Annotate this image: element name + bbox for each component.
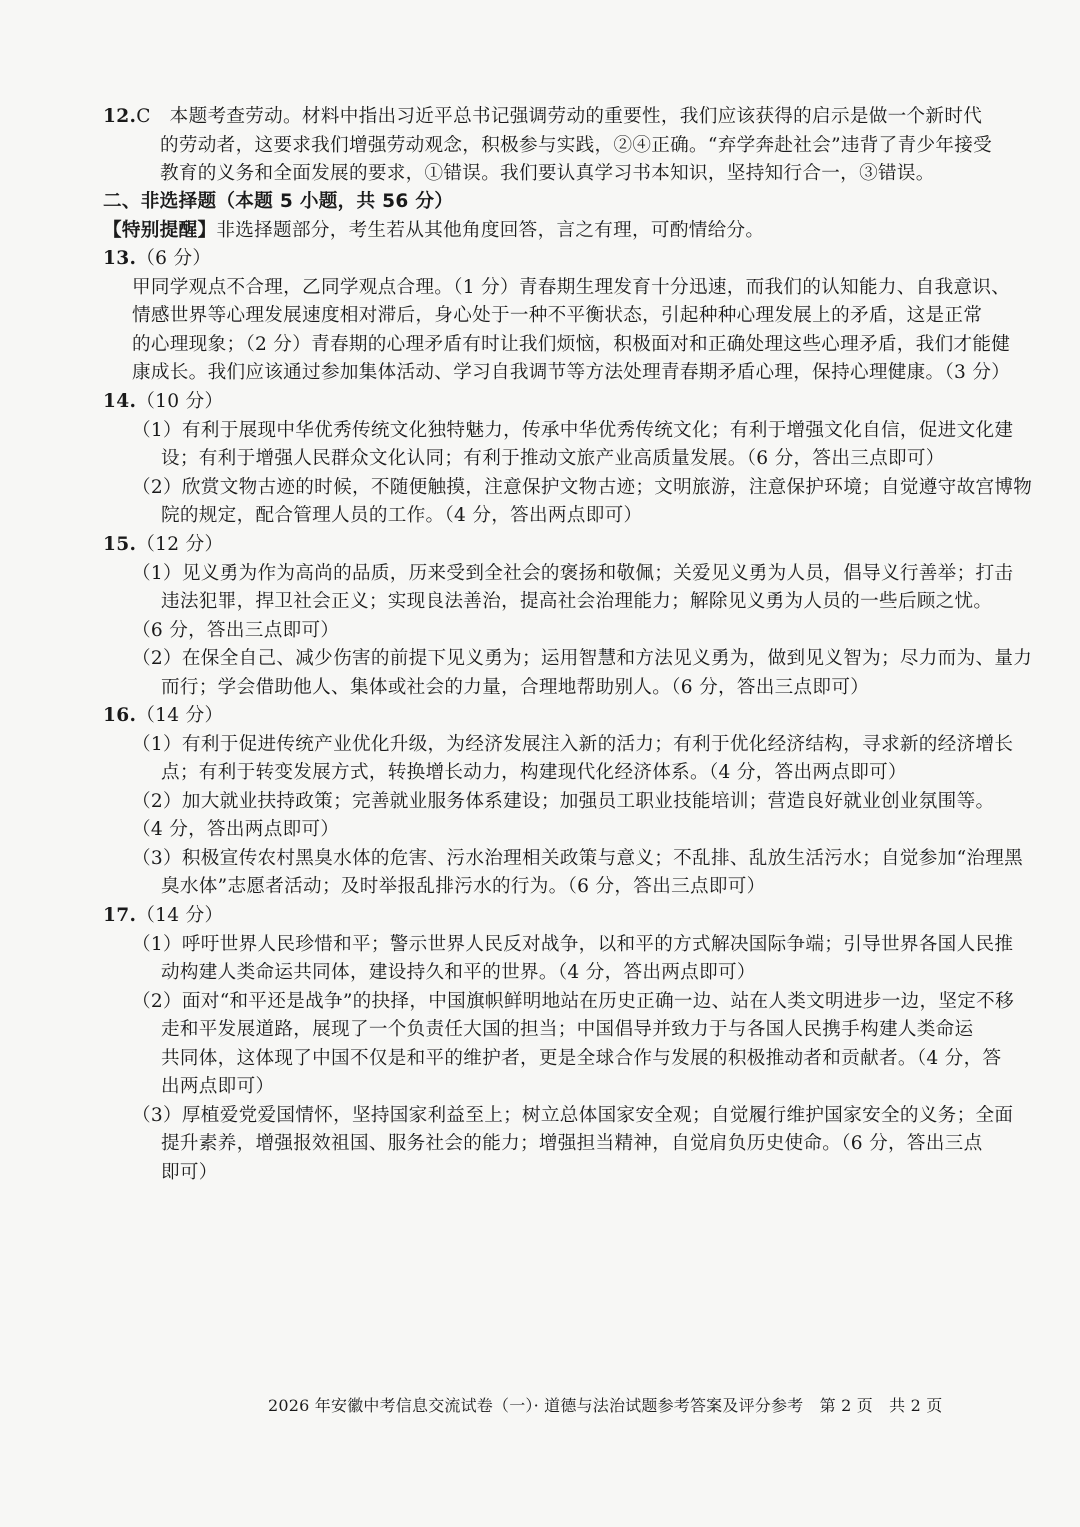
answer-line: 共同体，这体现了中国不仅是和平的维护者，更是全球合作与发展的积极推动者和贡献者。（4 分，答 [161, 1047, 1002, 1069]
answer-line: C 本题考查劳动。材料中指出习近平总书记强调劳动的重要性，我们应该获得的启示是做一个新时代 [136, 106, 983, 127]
answer-line: 甲同学观点不合理，乙同学观点合理。（1 分）青春期生理发育十分迅速，而我们的认知能力、自我意识、 [132, 276, 1011, 298]
question-13 [103, 245, 1011, 388]
question-score: （14 分） [136, 905, 224, 926]
answer-line: （3）厚植爱党爱国情怀，坚持国家利益至上；树立总体国家安全观；自觉履行维护国家安全的义务；全面 [132, 1104, 1014, 1126]
question-16 [103, 702, 1024, 902]
answer-line: （4 分，答出两点即可） [132, 819, 340, 840]
question-score: （6 分） [136, 248, 212, 269]
question-17 [103, 902, 1014, 1187]
question-number: 16. [103, 705, 137, 726]
special-notice [103, 217, 983, 246]
answer-line: 而行；学会借助他人、集体或社会的力量，合理地帮助别人。（6 分，答出三点即可） [161, 676, 870, 698]
question-score: （12 分） [136, 534, 224, 555]
answer-line: 即可） [161, 1161, 218, 1183]
question-number: 17. [103, 905, 137, 926]
answer-line: 动构建人类命运共同体，建设持久和平的世界。（4 分，答出两点即可） [161, 962, 756, 983]
answer-line: 提升素养，增强报效祖国、服务社会的能力；增强担当精神，自觉肩负历史使命。（6 分，答出三点 [161, 1133, 983, 1154]
answer-line: 康成长。我们应该通过参加集体活动、学习自我调节等方法处理青春期矛盾心理，保持心理健康。（3 分） [132, 362, 1011, 383]
section-2 [103, 188, 983, 245]
answer-line: 的劳动者，这要求我们增强劳动观念，积极参与实践，②④正确。“弃学奔赴社会”违背了青少年接受 [160, 134, 993, 156]
answer-line: 违法犯罪，捍卫社会正义；实现良法善治，提高社会治理能力；解除见义勇为人员的一些后顾之忧。 [161, 591, 993, 612]
answer-line: （1）呼吁世界人民珍惜和平；警示世界人民反对战争，以和平的方式解决国际争端；引导世界各国人民推 [132, 933, 1014, 955]
notice-text: 非选择题部分，考生若从其他角度回答，言之有理，可酌情给分。 [216, 219, 765, 241]
question-score: （14 分） [136, 705, 224, 726]
answer-line: 院的规定，配合管理人员的工作。（4 分，答出两点即可） [161, 505, 643, 526]
question-number: 13. [103, 248, 137, 269]
answer-line: （1）见义勇为作为高尚的品质，历来受到全社会的褒扬和敬佩；关爱见义勇为人员，倡导义行善举；打击 [132, 562, 1014, 584]
answer-line: 的心理现象；（2 分）青春期的心理矛盾有时让我们烦恼，积极面对和正确处理这些心理矛盾，我们才能健 [132, 333, 1011, 355]
notice-label: 【特别提醒】 [103, 219, 217, 241]
section-heading: 二、非选择题（本题 5 小题，共 56 分） [103, 191, 454, 212]
answer-line: （2）欣赏文物古迹的时候，不随便触摸，注意保护文物古迹；文明旅游，注意保护环境；自觉遵守故宫博物 [132, 476, 1033, 498]
answer-line: （1）有利于促进传统产业优化升级，为经济发展注入新的活力；有利于优化经济结构，寻求新的经济增长 [132, 733, 1014, 755]
question-number: 12. [103, 106, 137, 127]
footer-text: 2026 年安徽中考信息交流试卷（一）· 道德与法治试题参考答案及评分参考 第 2 页 共 2 页 [268, 1396, 943, 1415]
answer-line: （3）积极宣传农村黑臭水体的危害、污水治理相关政策与意义；不乱排、乱放生活污水；自觉参加“治理黑 [132, 847, 1024, 869]
answer-line: 设；有利于增强人民群众文化认同；有利于推动文旅产业高质量发展。（6 分，答出三点即可） [161, 448, 945, 469]
question-15 [103, 531, 1033, 702]
question-score: （10 分） [136, 391, 224, 412]
answer-line: 情感世界等心理发展速度相对滞后，身心处于一种不平衡状态，引起种种心理发展上的矛盾，这是正常 [132, 305, 983, 326]
answer-line: 走和平发展道路，展现了一个负责任大国的担当；中国倡导并致力于与各国人民携手构建人类命运 [161, 1019, 974, 1040]
question-12 [103, 103, 993, 189]
answer-line: （6 分，答出三点即可） [132, 619, 340, 641]
answer-line: 教育的义务和全面发展的要求，①错误。我们要认真学习书本知识，坚持知行合一，③错误。 [160, 163, 935, 184]
answer-line: 点；有利于转变发展方式，转换增长动力，构建现代化经济体系。（4 分，答出两点即可） [161, 762, 907, 783]
answer-line: （2）加大就业扶持政策；完善就业服务体系建设；加强员工职业技能培训；营造良好就业创业氛围等。 [132, 790, 995, 812]
answer-line: （2）在保全自己、减少伤害的前提下见义勇为；运用智慧和方法见义勇为，做到见义智为；尽力而为、量力 [132, 648, 1033, 669]
answer-line: （2）面对“和平还是战争”的抉择，中国旗帜鲜明地站在历史正确一边、站在人类文明进步一边，坚定不移 [132, 990, 1014, 1012]
answer-line: 臭水体”志愿者活动；及时举报乱排污水的行为。（6 分，答出三点即可） [161, 876, 766, 897]
answer-line: 出两点即可） [161, 1076, 275, 1097]
question-number: 15. [103, 534, 137, 555]
answer-line: （1）有利于展现中华优秀传统文化独特魅力，传承中华优秀传统文化；有利于增强文化自信，促进文化建 [132, 419, 1014, 441]
question-number: 14. [103, 391, 137, 412]
question-14 [103, 388, 1033, 531]
